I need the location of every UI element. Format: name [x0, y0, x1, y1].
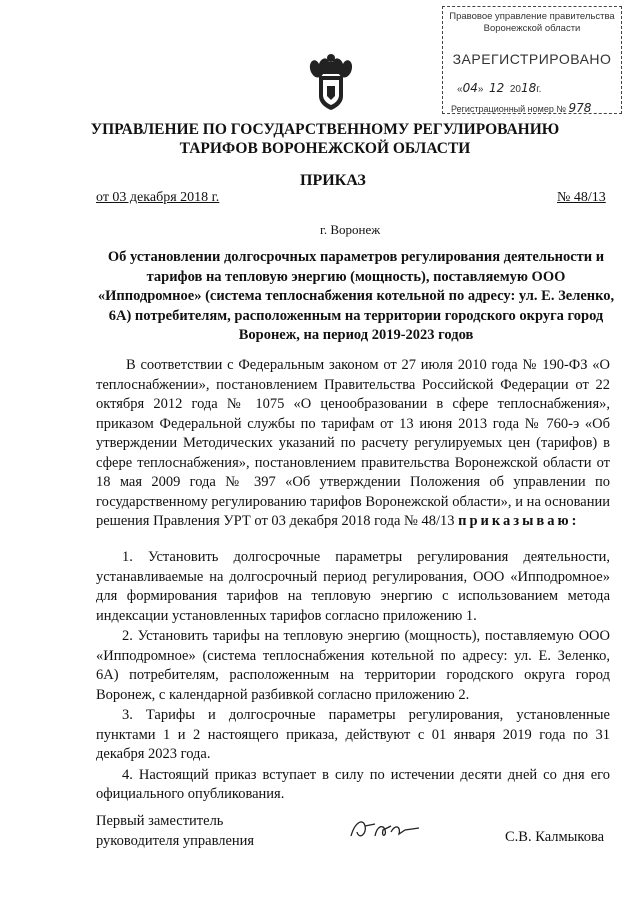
- stamp-day: 04: [462, 81, 478, 95]
- city: г. Воронеж: [320, 222, 381, 237]
- order-date: от 03 декабря 2018 г.: [96, 190, 220, 205]
- stamp-date: «04» 12 2018г.: [457, 81, 542, 95]
- stamp-year-prefix: 20: [509, 84, 521, 95]
- stamp-reg-number-value: 978: [568, 101, 592, 115]
- stamp-organization: [443, 11, 621, 35]
- signatory-role: [96, 812, 254, 851]
- stamp-registered-label: ЗАРЕГИСТРИРОВАНО: [452, 51, 612, 67]
- document-type: ПРИКАЗ: [300, 172, 366, 189]
- stamp-org-line-1: Правовое управление правительства: [449, 11, 615, 22]
- order-item-3: 3. Тарифы и долгосрочные параметры регулирования, установленные пунктами 1 и 2 настоящего приказа, действуют с 01 января 2019 года по 31 декабря 2023 года.: [96, 707, 610, 762]
- order-item-2: 2. Установить тарифы на тепловую энергию (мощность), поставляемую ООО «Ипподромное» (система теплоснабжения котельной по адресу: ул. Е. Зеленко, 6А) потребителям, расположенным на территории городского округа город Воронеж, с календарной разбивкой согласно приложению 2.: [96, 628, 610, 703]
- preamble: [96, 356, 610, 532]
- signatory-role-line-2: руководителя управления: [96, 832, 255, 849]
- order-number: № 48/13: [557, 190, 606, 205]
- organization-title-line-2: ТАРИФОВ ВОРОНЕЖСКОЙ ОБЛАСТИ: [179, 140, 471, 157]
- preamble-text: В соответствии с Федеральным законом от 27 июля 2010 года № 190-ФЗ «О теплоснабжении», постановлением Правительства Российской Федерации от 22 октября 2012 года № 1075 «О ценообразовании в сфере теплоснабжения», приказом Федеральной службы по тарифам от 13 июня 2013 года № 760-э «Об утверждении Методических указаний по расчету регулируемых цен (тарифов) в сфере теплоснабжения», постановлением правительства Воронежской области от 18 мая 2009 года № 397 «Об утверждении Положения об управлении по государственному регулированию тарифов Воронежской области», и на основании решения Правления УРТ от 03 декабря 2018 года № 48/13: [96, 357, 610, 529]
- handwritten-signature: [345, 812, 425, 846]
- registration-stamp: [442, 6, 622, 114]
- stamp-year: 18: [520, 81, 537, 95]
- signatory-role-line-1: Первый заместитель: [96, 813, 224, 829]
- order-item-4: 4. Настоящий приказ вступает в силу по истечении десяти дней со дня его официального опубликования.: [96, 766, 610, 802]
- order-items: [96, 548, 610, 806]
- stamp-reg-number: [451, 101, 591, 115]
- stamp-reg-number-label: Регистрационный номер №: [451, 104, 567, 114]
- order-item-1: 1. Установить долгосрочные параметры регулирования деятельности, устанавливаемые на долгосрочный период регулирования, ООО «Ипподромное» для формирования тарифов на тепловую энергию с использованием метода индексации установленных тарифов согласно приложению 1.: [96, 549, 610, 624]
- order-word: приказываю:: [458, 513, 580, 529]
- coat-of-arms-icon: [305, 52, 357, 116]
- order-subject: Об установлении долгосрочных параметров регулирования деятельности и тарифов на тепловую энергию (мощность), поставляемую ООО «Ипподромное» (система теплоснабжения котельной по адресу: ул. Е. Зеленко, 6А) потребителям, расположенным на территории городского округа город Воронеж, на период 2019-2023 годов: [97, 249, 615, 343]
- organization-title-line-1: УПРАВЛЕНИЕ ПО ГОСУДАРСТВЕННОМУ РЕГУЛИРОВАНИЮ: [90, 121, 560, 138]
- signatory-name: С.В. Калмыкова: [505, 829, 605, 845]
- stamp-org-line-2: Воронежской области: [483, 23, 581, 34]
- stamp-year-suffix: г.: [536, 84, 542, 95]
- stamp-month: 12: [488, 81, 505, 95]
